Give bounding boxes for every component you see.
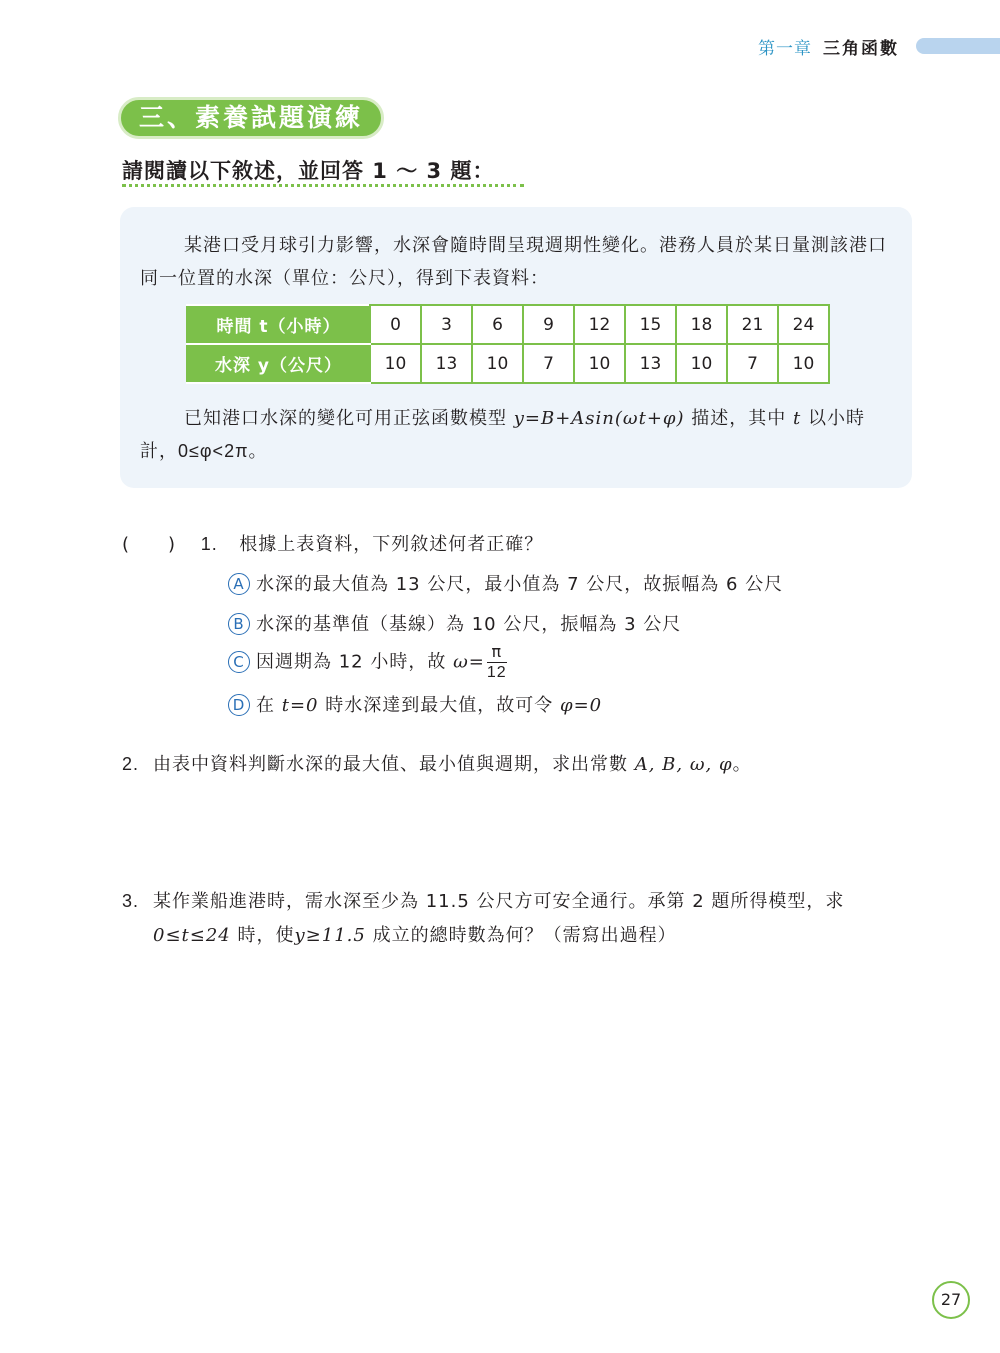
table-cell: 7 xyxy=(523,344,574,383)
para2-text-b: 描述，其中 xyxy=(691,408,787,429)
option-text: 因週期為 12 小時，故 xyxy=(256,651,447,673)
option-badge: D xyxy=(228,694,250,716)
question-text: 由表中資料判斷水深的最大值、最小值與週期，求出常數 xyxy=(153,754,628,775)
para2-end: 。 xyxy=(248,441,268,462)
table-row-time xyxy=(187,305,829,344)
question-text-b: 時，使 xyxy=(237,925,295,946)
chapter-label: 第一章 xyxy=(758,39,812,59)
info-paragraph-2 xyxy=(140,402,900,468)
option-c[interactable] xyxy=(228,642,507,683)
table-cell: 10 xyxy=(472,344,523,383)
table-cell: 15 xyxy=(625,305,676,344)
section-title: 三、素養試題演練 xyxy=(118,97,384,139)
variable-t: t xyxy=(793,408,802,429)
info-paragraph-1 xyxy=(140,229,900,295)
question-3 xyxy=(122,884,922,953)
table-cell: 3 xyxy=(421,305,472,344)
para2-text-c: 以小時計， xyxy=(140,408,865,462)
table-cell: 10 xyxy=(676,344,727,383)
question-text-c: 成立的總時數為何？（需寫出過程） xyxy=(372,925,677,946)
instruction-text: 請閱讀以下敘述，並回答 1 ～ 3 題： xyxy=(122,159,495,183)
option-badge: B xyxy=(228,613,250,635)
option-text-b: 時水深達到最大值，故可令 xyxy=(325,695,554,716)
t-equals-zero: t=0 xyxy=(281,695,319,716)
table-cell: 12 xyxy=(574,305,625,344)
option-badge: C xyxy=(228,651,250,673)
fraction xyxy=(487,642,507,683)
model-formula: y=B+Asin(ωt+φ) xyxy=(513,408,685,429)
table-cell: 24 xyxy=(778,305,829,344)
page-header xyxy=(0,30,1000,60)
data-table xyxy=(186,304,830,384)
phi-range: 0≤φ<2π xyxy=(178,441,249,461)
y-condition-formula: y≥11.5 xyxy=(294,925,366,946)
table-row-depth xyxy=(187,344,829,383)
info-paragraph-1-text: 某港口受月球引力影響，水深會隨時間呈現週期性變化。港務人員於某日量測該港口同一位置的水深（單位：公尺），得到下表資料： xyxy=(140,235,887,289)
table-cell: 18 xyxy=(676,305,727,344)
table-cell: 6 xyxy=(472,305,523,344)
omega-formula: ω= xyxy=(453,651,485,673)
table-cell: 10 xyxy=(370,344,421,383)
table-row-header: 水深 y（公尺） xyxy=(187,344,370,383)
table-cell: 13 xyxy=(421,344,472,383)
answer-blank[interactable]: ( ) xyxy=(122,534,177,555)
option-text-a: 在 xyxy=(256,695,275,716)
t-range-formula: 0≤t≤24 xyxy=(153,925,231,946)
question-number: 1. xyxy=(200,534,218,554)
table-cell: 9 xyxy=(523,305,574,344)
chapter-title: 三角函數 xyxy=(823,39,899,59)
question-number: 2. xyxy=(122,754,140,774)
table-cell: 13 xyxy=(625,344,676,383)
option-text: 水深的基準值（基線）為 10 公尺，振幅為 3 公尺 xyxy=(256,614,682,635)
question-2 xyxy=(122,750,752,776)
table-cell: 10 xyxy=(778,344,829,383)
fraction-numerator: π xyxy=(487,642,507,663)
option-a[interactable] xyxy=(228,570,783,596)
table-cell: 7 xyxy=(727,344,778,383)
question-text: 根據上表資料，下列敘述何者正確？ xyxy=(239,534,544,555)
table-cell: 0 xyxy=(370,305,421,344)
instruction-underline xyxy=(122,184,524,187)
option-b[interactable] xyxy=(228,610,681,636)
question-number: 3. xyxy=(122,891,140,911)
option-d[interactable] xyxy=(228,691,602,717)
table-cell: 21 xyxy=(727,305,778,344)
phi-equals-zero: φ=0 xyxy=(559,695,603,716)
page-number: 27 xyxy=(932,1281,970,1319)
para2-text-a: 已知港口水深的變化可用正弦函數模型 xyxy=(184,408,507,429)
question-1 xyxy=(122,530,543,556)
table-cell: 10 xyxy=(574,344,625,383)
option-badge: A xyxy=(228,573,250,595)
question-end: 。 xyxy=(732,754,752,775)
constants-formula: A, B, ω, φ xyxy=(634,754,733,775)
fraction-denominator: 12 xyxy=(486,664,507,681)
table-row-header: 時間 t（小時） xyxy=(187,305,370,344)
question-text-a: 某作業船進港時，需水深至少為 11.5 公尺方可安全通行。承第 2 題所得模型，求 xyxy=(153,891,845,912)
header-decor-bar xyxy=(916,38,1000,54)
option-text: 水深的最大值為 13 公尺，最小值為 7 公尺，故振幅為 6 公尺 xyxy=(256,574,784,595)
